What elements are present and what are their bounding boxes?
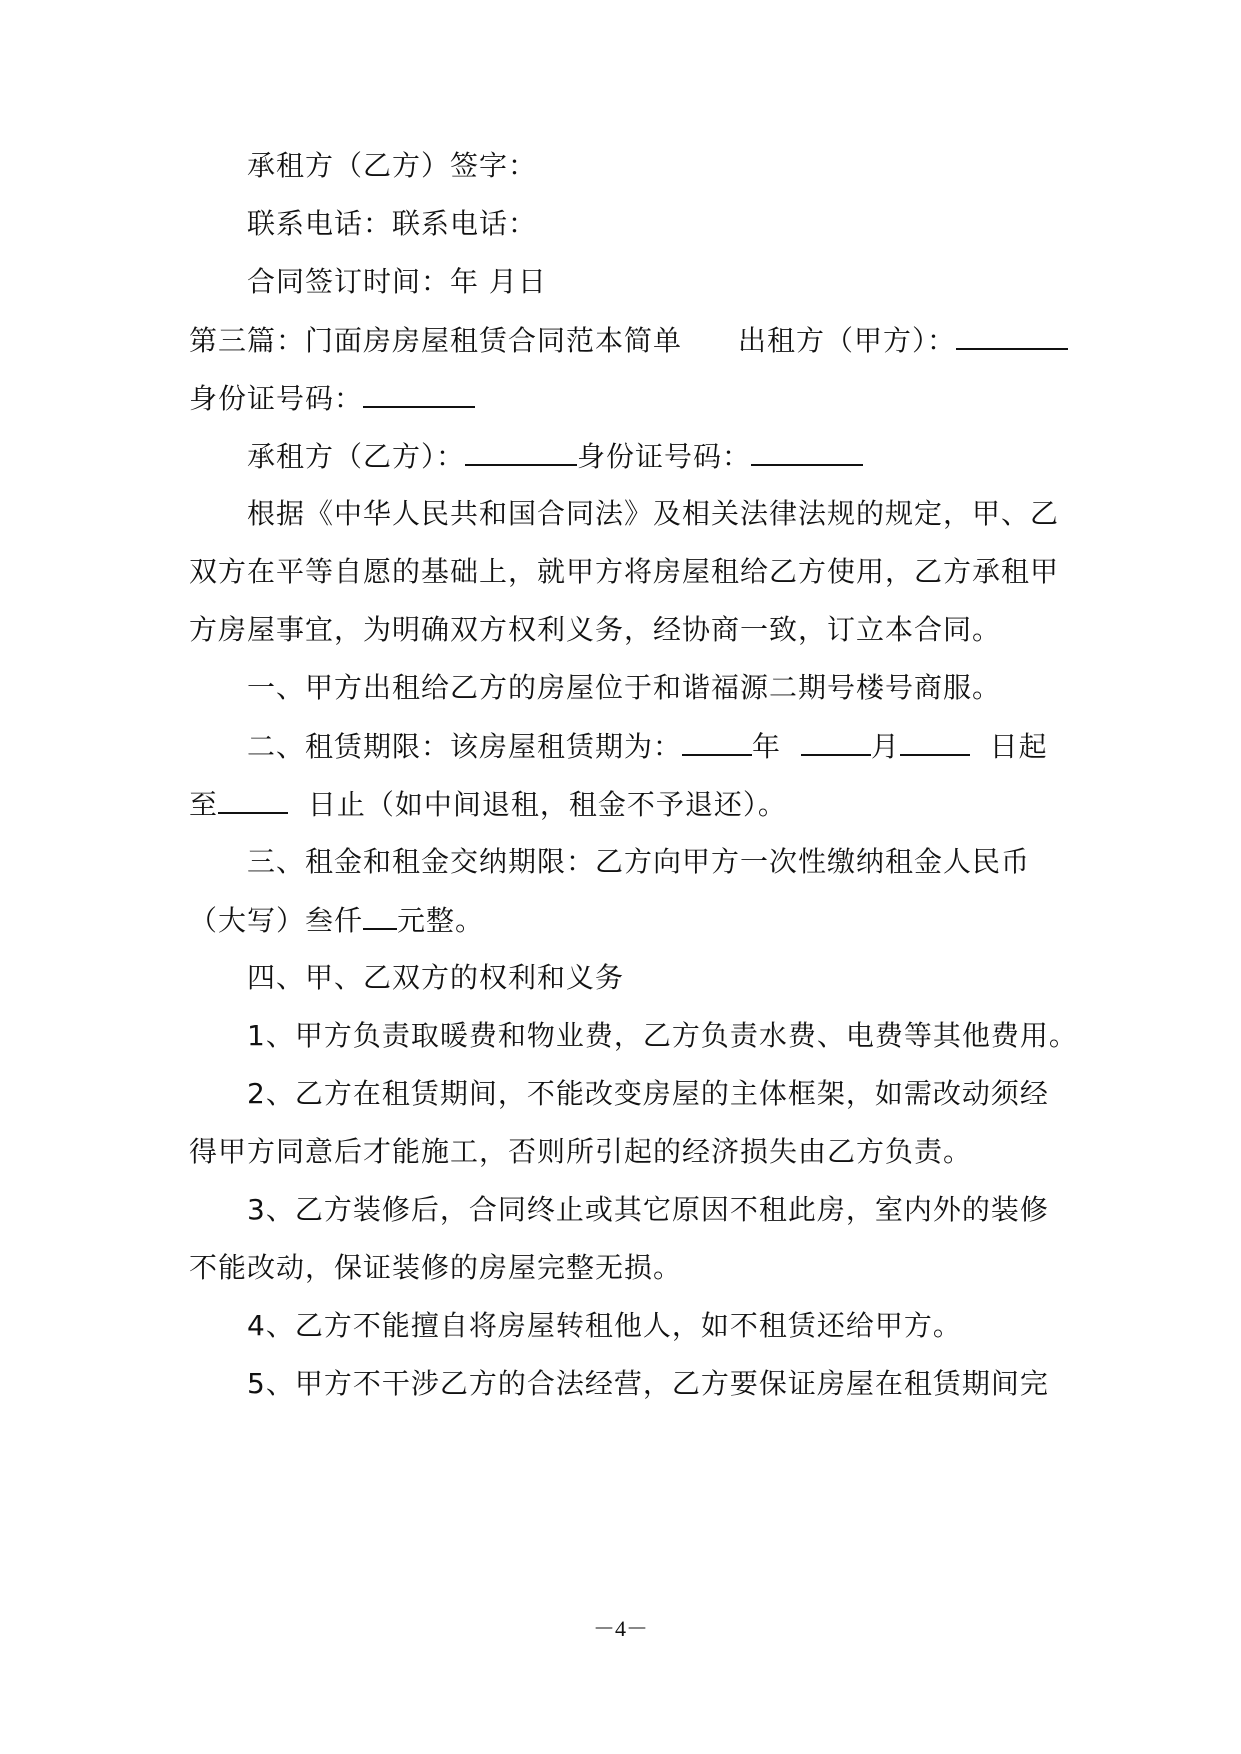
text: 2、乙方在租赁期间，不能改变房屋的主体框架，如需改动须经 [247,1077,1049,1110]
contract-date-line [189,262,1127,302]
paragraph-line [189,552,1069,592]
end-day-blank [218,784,288,814]
contact-phone-line [189,204,1127,244]
item-4-line [189,1306,1127,1346]
item-2-cont-line [189,1132,1069,1172]
item-3-cont-line [189,1248,1069,1288]
text: 不能改动，保证装修的房屋完整无损。 [189,1251,683,1284]
id-label: 身份证号码： [577,440,752,473]
text: 合同签订时间：年 月日 [247,265,547,298]
lessee-label: 承租方（乙方）： [247,440,466,473]
text: 1、甲方负责取暖费和物业费，乙方负责水费、电费等其他费用。 [247,1019,1078,1052]
lessee-blank [465,436,577,466]
id-blank [363,378,475,408]
item-3-line [189,1190,1127,1230]
text: 5、甲方不干涉乙方的合法经营，乙方要保证房屋在租赁期间完 [247,1367,1049,1400]
text: 三、租金和租金交纳期限：乙方向甲方一次性缴纳租金人民币 [247,845,1031,878]
text: 二、租赁期限：该房屋租赁期为： [247,730,683,763]
section-title: 第三篇：门面房房屋租赁合同范本简单 [189,324,683,357]
text: 得甲方同意后才能施工，否则所引起的经济损失由乙方负责。 [189,1135,973,1168]
text: 根据《中华人民共和国合同法》及相关法律法规的规定，甲、乙 [247,497,1060,530]
clause-2-line [189,726,1127,767]
clause-2-cont-line [189,784,1069,825]
signature-line-lessee [189,146,1127,186]
year-blank [682,726,752,756]
id-blank [751,436,863,466]
text: 日起 [989,730,1048,763]
text: 方房屋事宜，为明确双方权利义务，经协商一致，订立本合同。 [189,613,1002,646]
text: 承租方（乙方）签字： [247,149,538,182]
id-label: 身份证号码： [189,382,364,415]
text: 联系电话：联系电话： [247,207,538,240]
text: 元整。 [397,904,485,937]
text: 月 [870,730,900,763]
text: 年 [752,730,782,763]
paragraph-line [189,494,1127,534]
text: 一、甲方出租给乙方的房屋位于和谐福源二期号楼号商服。 [247,671,1002,704]
item-5-line [189,1364,1127,1404]
clause-3-cont-line [189,900,1069,941]
text: 双方在平等自愿的基础上，就甲方将房屋租给乙方使用，乙方承租甲 [189,555,1060,588]
clause-1-line [189,668,1127,708]
lessor-blank [956,320,1068,350]
item-1-line [189,1016,1127,1056]
text: 日止（如中间退租，租金不予退还）。 [307,788,787,821]
day-blank [900,726,970,756]
section-heading-line [189,320,1069,361]
lessor-label: 出租方（甲方）： [738,324,957,357]
clause-3-line [189,842,1127,882]
item-2-line [189,1074,1127,1114]
lessor-id-line [189,378,1069,419]
text: 四、甲、乙双方的权利和义务 [247,961,625,994]
paragraph-line [189,610,1069,650]
text: 至 [189,788,219,821]
month-blank [801,726,871,756]
lessee-line [189,436,1127,477]
text: （大写）叁仟 [189,904,364,937]
page-number: －4－ [592,1616,648,1641]
text: 3、乙方装修后，合同终止或其它原因不租此房，室内外的装修 [247,1193,1049,1226]
amount-blank [363,900,397,930]
clause-4-heading [189,958,1127,998]
text: 4、乙方不能擅自将房屋转租他人，如不租赁还给甲方。 [247,1309,962,1342]
